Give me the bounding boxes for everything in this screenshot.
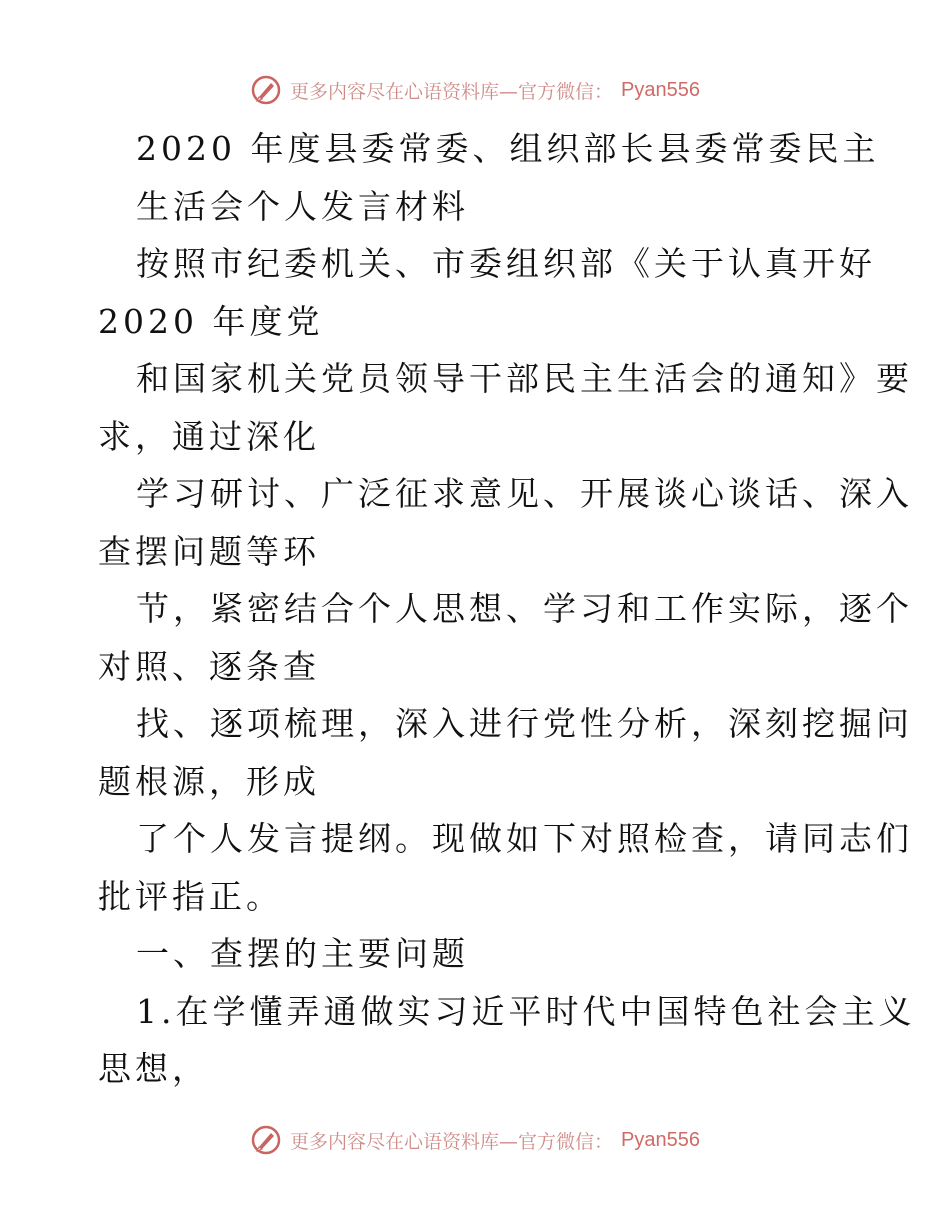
text-line: 学习研讨、广泛征求意见、开展谈心谈话、深入 — [136, 474, 913, 513]
text-line: 对照、逐条查 — [98, 646, 320, 686]
watermark-handle: Pyan556 — [621, 78, 700, 101]
text-line: 1.在学懂弄通做实习近平时代中国特色社会主义 — [136, 991, 916, 1031]
text-line: 了个人发言提纲。现做如下对照检查，请同志们 — [136, 819, 913, 858]
watermark-text: 更多内容尽在心语资料库—官方微信： — [290, 1130, 614, 1153]
document-body — [98, 120, 916, 1098]
pen-logo-icon — [250, 74, 282, 106]
text-line: 和国家机关党员领导干部民主生活会的通知》要 — [136, 359, 913, 398]
pen-logo-icon — [250, 1124, 282, 1156]
text-line: 查摆问题等环 — [98, 531, 320, 571]
text-line: 题根源，形成 — [98, 761, 320, 801]
text-line: 思想， — [98, 1049, 209, 1088]
footer-watermark — [0, 1120, 950, 1160]
text-line: 按照市纪委机关、市委组织部《关于认真开好 — [136, 244, 876, 283]
text-line: 求，通过深化 — [98, 416, 320, 456]
text-line: 生活会个人发言材料 — [136, 186, 469, 226]
watermark-text: 更多内容尽在心语资料库—官方微信： — [290, 80, 614, 103]
text-line: 2020 年度县委常委、组织部长县委常委民主 — [136, 129, 880, 168]
text-line: 2020 年度党 — [98, 301, 324, 341]
header-watermark — [0, 70, 950, 110]
watermark-handle: Pyan556 — [621, 1128, 700, 1151]
text-line: 节，紧密结合个人思想、学习和工作实际，逐个 — [136, 589, 913, 628]
text-line: 找、逐项梳理，深入进行党性分析，深刻挖掘问 — [136, 704, 913, 743]
text-line: 批评指正。 — [98, 876, 283, 916]
section-heading: 一、查摆的主要问题 — [136, 934, 469, 973]
